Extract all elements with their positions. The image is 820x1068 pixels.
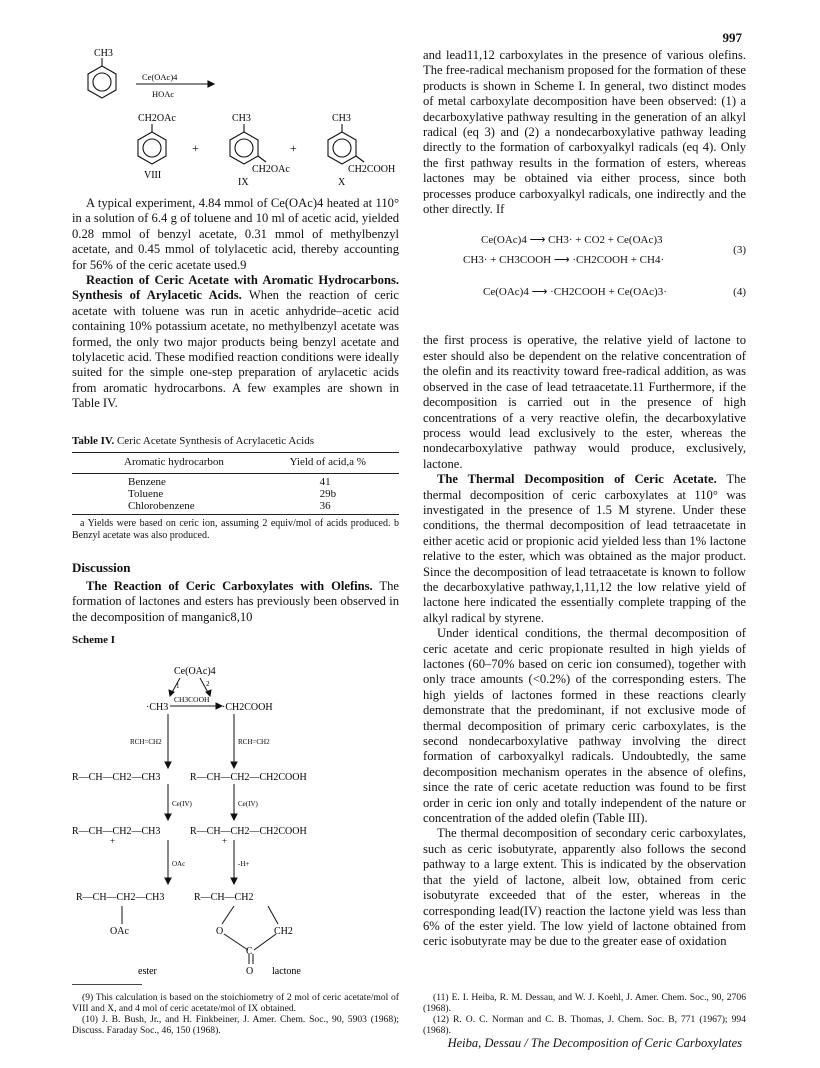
path-2: 2: [206, 680, 210, 688]
carboxymethyl-radical: ·CH2COOH: [222, 702, 273, 713]
paragraph: The Thermal Decomposition of Ceric Acetate. The thermal decomposition of ceric carboxylates at 110° was investigated in the presence of 1.5 M styrene. Under these conditions, the thermal decomposition of lead tetraacetate in either acetic acid or propionic acid yielded less than 1% lactone relative to the ester, which was obtained as the major product. Since the decomposition of lead tetraacetate is known to follow the decarboxylative pathway,1,11,12 the low relative yield of lactone here indicated the essentially complete trapping of the alkyl radical by styrene.: [423, 472, 746, 625]
arrow-label: CH3COOH: [174, 695, 210, 704]
lactone-ch2: CH2: [274, 926, 293, 937]
lactone-o: O: [216, 926, 224, 937]
product-ix-sub: CH2OAc: [252, 164, 290, 175]
table-header: Yield of acid,a %: [290, 453, 399, 473]
product-x-top: CH3: [332, 113, 351, 124]
ce-iv-label: Ce(IV): [172, 800, 192, 808]
footnotes-left: [72, 992, 399, 1036]
ce-iv-label: Ce(IV): [238, 800, 258, 808]
ester-formula: R—CH—CH2—CH3: [76, 892, 165, 903]
paragraph: the first process is operative, the relative yield of lactone to ester should also be dependent on the relative concentration of the olefin and its reactivity toward free-radical addition, as was observed in the case of lead tetraacetate.11 Furthermore, if the decomposition is carried out in the presence of high concentrations of a very reactive olefin, the decarboxylative process would lead exclusively to the ester, whereas the nondecarboxylative pathway would produce, exclusively, lactone.: [423, 333, 746, 471]
lactone-caption: lactone: [272, 966, 301, 977]
footnote-rule: [72, 984, 142, 985]
equation-number: (3): [733, 244, 746, 257]
section-heading: Discussion: [72, 559, 131, 575]
scheme-top: Ce(OAc)4: [174, 666, 216, 677]
methyl-radical: ·CH3: [146, 702, 169, 713]
scheme-i-figure: [72, 662, 399, 980]
product-viii-label: VIII: [144, 170, 162, 181]
run-in-heading: The Reaction of Ceric Carboxylates with Olefins.: [86, 578, 373, 593]
footnotes-right: [423, 992, 746, 1036]
equation-4: Ce(OAc)4 ⟶ ·CH2COOH + Ce(OAc)3·: [483, 286, 667, 299]
footnote: (9) This calculation is based on the stoichiometry of 2 mol of ceric acetate/mol of VIII and X, and 4 mol of ceric acetate/mol of IX obtained.: [72, 992, 399, 1014]
oac-step: OAc: [172, 860, 186, 868]
paragraph: and lead11,12 carboxylates in the presence of various olefins. The free-radical mechanism proposed for the formation of these products is shown in Scheme I. In general, two distinct modes of metal carboxylate decomposition have been observed: (1) a decarboxylative pathway resulting in the generation of an alkyl radical (eq 3) and (2) a nondecarboxylative pathway leading directly to the formation of carboxyalkyl radicals (eq 4). Only the first pathway results in the formation of esters, whereas lactones may be obtained via either process, since both processes produce carboxyalkyl radicals, one indirectly and the other directly. If: [423, 48, 746, 217]
table-iv: [72, 452, 399, 514]
lactone-formula: R—CH—CH2: [194, 892, 254, 903]
table-caption: Table IV. Ceric Acetate Synthesis of Acrylacetic Acids: [72, 434, 314, 447]
table-cell: 36: [290, 500, 399, 515]
equation-3a: Ce(OAc)4 ⟶ CH3· + CO2 + Ce(OAc)3: [481, 234, 663, 247]
table-note: a Yields were based on ceric ion, assuming 2 equiv/mol of acids produced. b Benzyl acetate was also produced.: [72, 517, 399, 541]
plus-sign: +: [290, 141, 297, 155]
olefin-label: RCH=CH2: [238, 738, 270, 746]
product-x-sub: CH2COOH: [348, 164, 396, 175]
lactone-c: C: [246, 946, 253, 957]
lactone-carbonyl: O: [246, 966, 254, 977]
reagent-bottom: HOAc: [152, 89, 175, 99]
paragraph: A typical experiment, 4.84 mmol of Ce(OAc)4 heated at 110° in a solution of 6.4 g of toluene and 10 ml of acetic acid, yielded 0.28 mmol of benzyl acetate, 0.31 mmol of methylbenzyl acetate, and 0.45 mmol of tolylacetic acid, thereby accounting for 56% of the ceric acetate used.9: [72, 196, 399, 272]
olefin-label: RCH=CH2: [130, 738, 162, 746]
toluene-reaction-figure: [72, 44, 399, 192]
run-in-heading: The Thermal Decomposition of Ceric Acetate.: [437, 472, 717, 487]
paragraph: Reaction of Ceric Acetate with Aromatic Hydrocarbons. Synthesis of Arylacetic Acids. When the reaction of ceric acetate with toluene was run in acetic anhydride–acetic acid containing 10% potassium acetate, no methylbenzyl acetate was formed, the only two major products being benzyl acetate and tolylacetic acid. These modified reaction conditions were ideally suited for the simple one-step preparation of arylacetic acids from aromatic hydrocarbons. A few examples are shown in Table IV.: [72, 273, 399, 411]
scheme-label: Scheme I: [72, 634, 116, 647]
radical-2: R—CH—CH2—CH2COOH: [190, 772, 307, 783]
table-cell: Chlorobenzene: [72, 500, 290, 515]
equation-3b: CH3· + CH3COOH ⟶ ·CH2COOH + CH4·: [463, 254, 665, 267]
equation-block: [423, 229, 746, 321]
table-header: Aromatic hydrocarbon: [72, 453, 290, 473]
paragraph: Under identical conditions, the thermal decomposition of ceric acetate and ceric propionate resulted in high yields of lactones (60–70% based on ceric ion consumed), together with only trace amounts (<0.2%) of the corresponding esters. The high yields of lactones formed in these reactions clearly demonstrate that the predominant, if not exclusive mode of thermal decomposition of primary ceric carboxylates, is the second nondecarboxylative pathway involving the direct formation of carboxyalkyl radicals. Undoubtedly, the same decomposition mechanism operates in the absence of olefins, since the rate of ceric acetate reduction was found to be first order in ceric ion only and totally independent of the nature or concentration of the added olefin (Table III).: [423, 626, 746, 826]
table-cell: Toluene: [128, 487, 164, 500]
footnote: (12) R. O. C. Norman and C. B. Thomas, J. Chem. Soc. B, 771 (1967); 994 (1968).: [423, 1014, 746, 1036]
product-ix-top: CH3: [232, 113, 251, 124]
plus-sign: +: [192, 141, 199, 155]
table-cell: 29b: [319, 487, 337, 500]
page-number: 997: [722, 30, 742, 45]
cation-plus: +: [110, 836, 116, 846]
reagent-top: Ce(OAc)4: [142, 72, 178, 82]
table-cell: 41: [319, 475, 331, 488]
reactant-label: CH3: [94, 48, 113, 59]
running-footer: Heiba, Dessau / The Decomposition of Ceric Carboxylates: [447, 1036, 742, 1050]
product-x-label: X: [338, 177, 346, 188]
paragraph: The thermal decomposition of secondary ceric carboxylates, such as ceric isobutyrate, apparently also follows the second pathway to a large extent. This is indicated by the observation that the yield of lactone, albeit low, obtained from ceric isobutyrate exceeded that of the ester, whereas in the corresponding lead(IV) reaction the lactone yield was less than 6% of the ester yield. The low yield of lactone obtained from ceric isobutyrate may be due to the greater ease of oxidation: [423, 826, 746, 949]
ester-caption: ester: [138, 966, 157, 977]
left-column: [72, 196, 399, 653]
footnote: (10) J. B. Bush, Jr., and H. Finkbeiner, J. Amer. Chem. Soc., 90, 5903 (1968); Discuss. Faraday Soc., 46, 150 (1968).: [72, 1014, 399, 1036]
cation-1: R—CH—CH2—CH3: [72, 826, 161, 837]
ester-oac: OAc: [110, 926, 129, 937]
radical-1: R—CH—CH2—CH3: [72, 772, 161, 783]
footnote: (11) E. I. Heiba, R. M. Dessau, and W. J. Koehl, J. Amer. Chem. Soc., 90, 2706 (1968).: [423, 992, 746, 1014]
right-column: [423, 48, 746, 950]
paragraph: The Reaction of Ceric Carboxylates with Olefins. The formation of lactones and esters has previously been observed in the decomposition of manganic8,10: [72, 578, 399, 624]
cation-plus: +: [222, 836, 228, 846]
h-step: -H+: [238, 860, 250, 868]
product-ix-label: IX: [238, 177, 249, 188]
table-cell: Benzene: [128, 475, 166, 488]
equation-number: (4): [733, 286, 746, 299]
path-1: 1: [176, 682, 180, 690]
run-in-heading: Reaction of Ceric Acetate with Aromatic Hydrocarbons. Synthesis of Arylacetic Acids.: [72, 273, 399, 303]
cation-2: R—CH—CH2—CH2COOH: [190, 826, 307, 837]
product-viii-sub: CH2OAc: [138, 113, 176, 124]
